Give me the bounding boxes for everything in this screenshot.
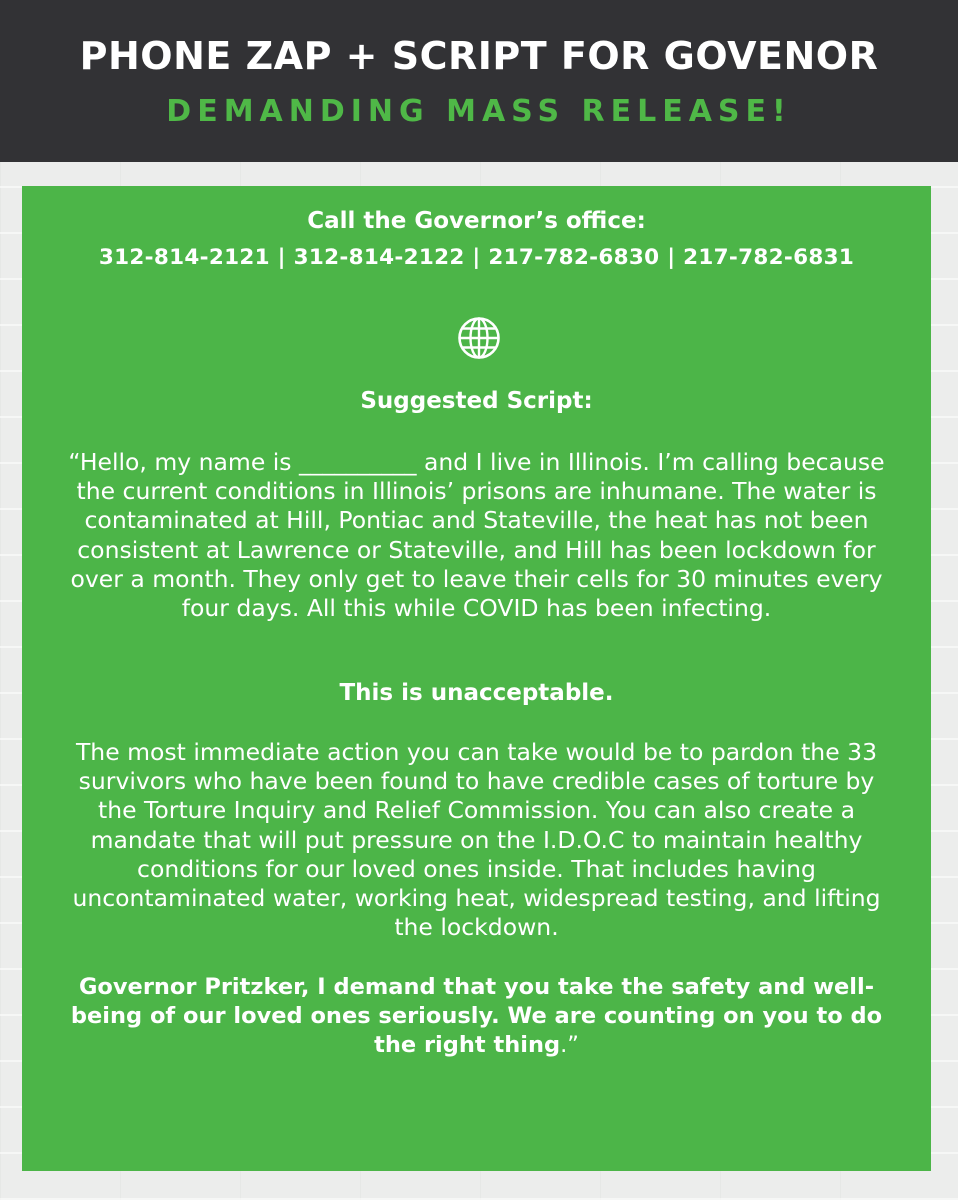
header-banner — [0, 0, 958, 162]
page-title: PHONE ZAP + SCRIPT FOR GOVENOR — [79, 34, 879, 78]
page-subtitle: DEMANDING MASS RELEASE! — [166, 94, 792, 129]
globe-icon — [457, 316, 501, 360]
unacceptable-statement: This is unacceptable. — [339, 680, 614, 706]
phone-numbers: 312-814-2121 | 312-814-2122 | 217-782-6830 | 217-782-6831 — [98, 245, 855, 270]
call-label: Call the Governor’s office: — [307, 208, 646, 234]
closing-quote: .” — [560, 1032, 579, 1059]
script-label: Suggested Script: — [360, 388, 593, 414]
closing-statement — [58, 973, 895, 1061]
script-panel — [22, 186, 931, 1171]
script-paragraph-1: “Hello, my name is __________ and I live in Illinois. I’m calling because the current conditions in Illinois’ prisons are inhumane. The water is contaminated at Hill, Pontiac and Stateville, the heat has not been consistent at Lawrence or Stateville, and Hill has been lockdown for over a month. They only get to leave their cells for 30 minutes every four days. All this while COVID has been infecting. — [68, 448, 885, 623]
closing-text: Governor Pritzker, I demand that you take the safety and well-being of our loved ones seriously. We are counting on you to do the right thing — [70, 974, 883, 1059]
script-paragraph-2: The most immediate action you can take would be to pardon the 33 survivors who have been found to have credible cases of torture by the Torture Inquiry and Relief Commission. You can also create a mandate that will put pressure on the I.D.O.C to maintain healthy conditions for our loved ones inside. That includes having uncontaminated water, working heat, widespread testing, and lifting the lockdown. — [72, 738, 881, 942]
